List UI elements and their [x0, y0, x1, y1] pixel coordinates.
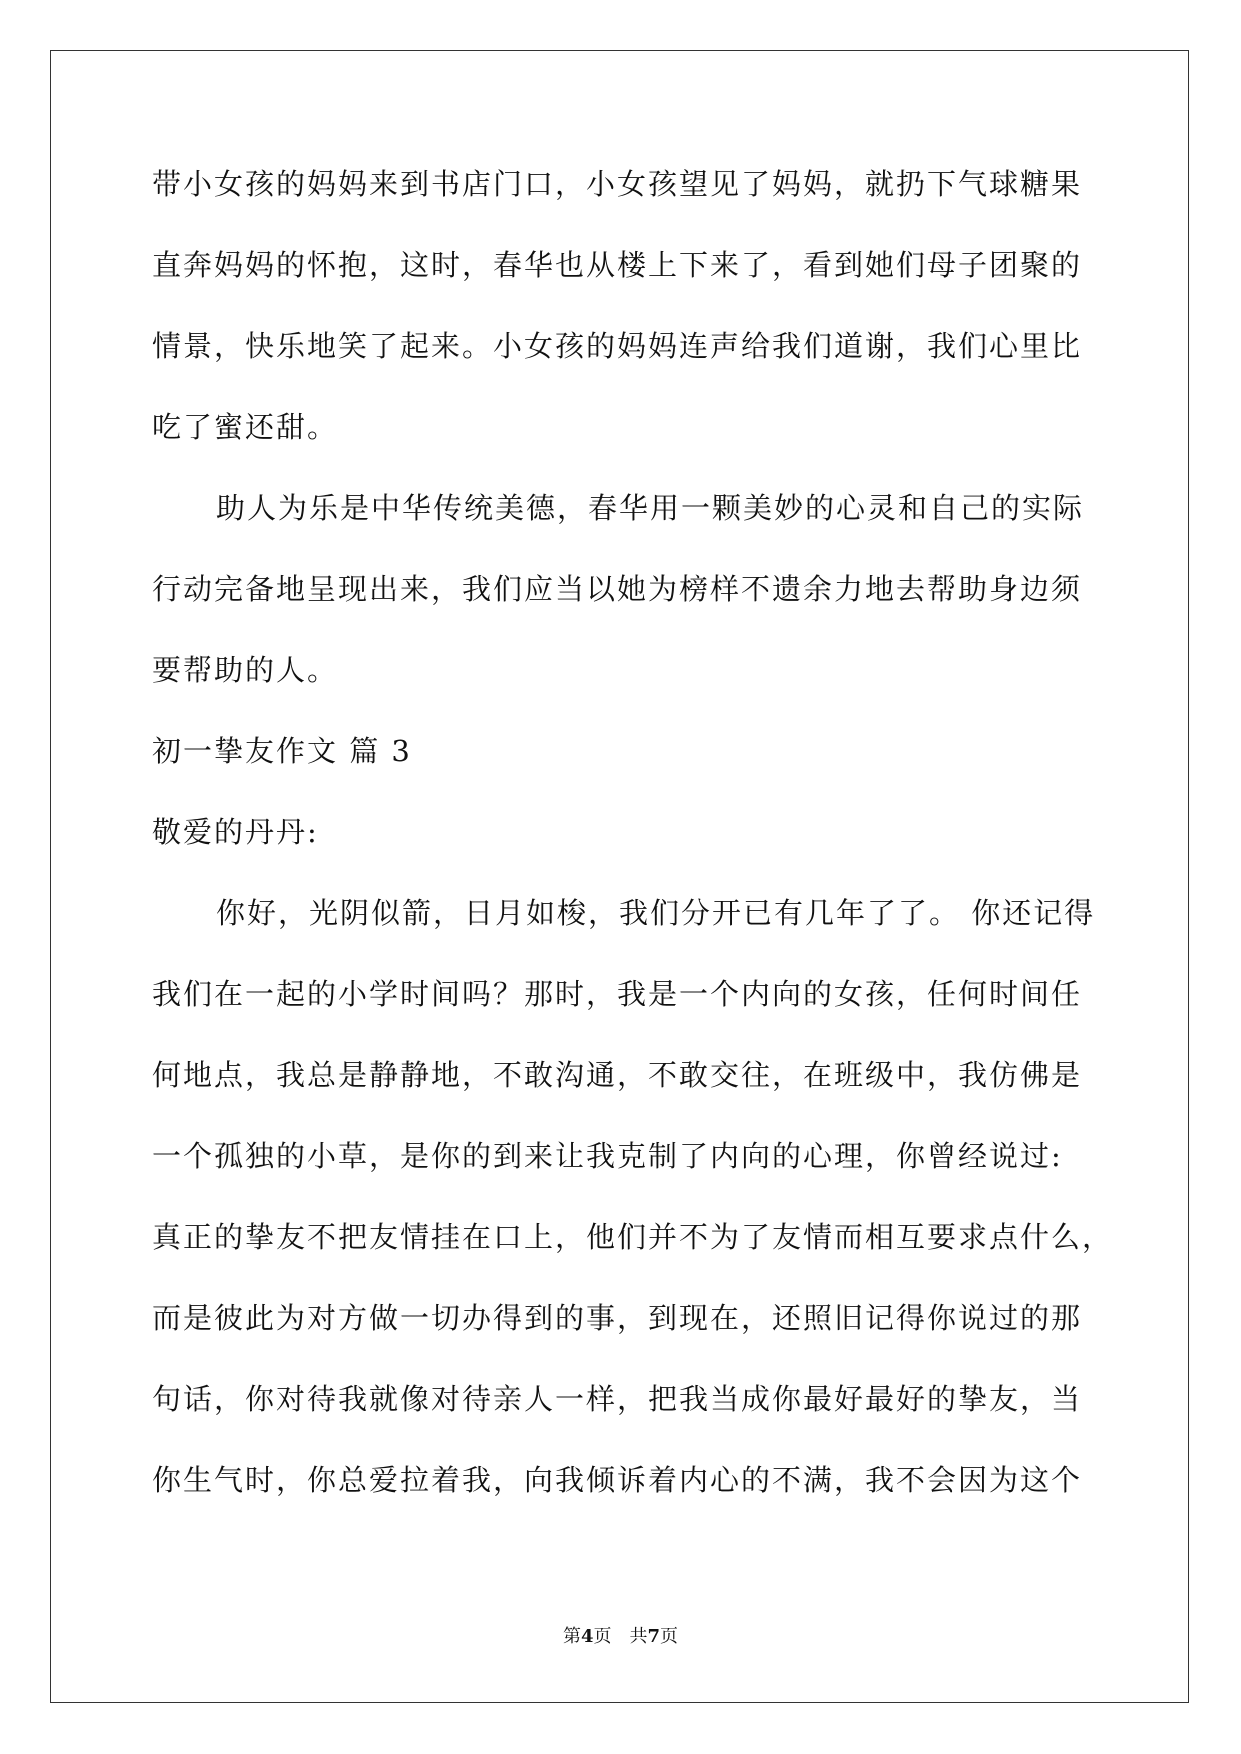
body-line: 而是彼此为对方做一切办得到的事，到现在，还照旧记得你说过的那 — [152, 1301, 1083, 1335]
body-line: 句话，你对待我就像对待亲人一样，把我当成你最好最好的挚友，当 — [152, 1382, 1083, 1416]
page-number: 4 — [580, 1626, 594, 1647]
body-line: 我们在一起的小学时间吗？那时，我是一个内向的女孩，任何时间任 — [152, 977, 1083, 1011]
page-suffix: 页 — [593, 1626, 612, 1647]
page-prefix: 第 — [562, 1626, 581, 1647]
body-line: 吃了蜜还甜。 — [152, 410, 339, 444]
body-line: 你好，光阴似箭，日月如梭，我们分开已有几年了了。 你还记得 — [216, 896, 1096, 930]
body-line: 要帮助的人。 — [152, 653, 339, 687]
total-prefix: 共 — [629, 1626, 648, 1647]
document-body — [152, 166, 1114, 1543]
body-line: 你生气时，你总爱拉着我，向我倾诉着内心的不满，我不会因为这个 — [152, 1463, 1083, 1497]
letter-salutation: 敬爱的丹丹: — [152, 815, 319, 849]
body-line: 行动完备地呈现出来，我们应当以她为榜样不遗余力地去帮助身边须 — [152, 572, 1083, 606]
total-pages: 7 — [647, 1626, 661, 1647]
body-line: 何地点，我总是静静地，不敢沟通，不敢交往，在班级中，我仿佛是 — [152, 1058, 1083, 1092]
section-heading: 初一挚友作文 篇 3 — [152, 734, 412, 768]
body-line: 助人为乐是中华传统美德，春华用一颗美妙的心灵和自己的实际 — [216, 491, 1085, 525]
body-line: 一个孤独的小草，是你的到来让我克制了内向的心理，你曾经说过: — [152, 1139, 1063, 1173]
body-line: 真正的挚友不把友情挂在口上，他们并不为了友情而相互要求点什么， — [152, 1220, 1114, 1254]
body-line: 带小女孩的妈妈来到书店门口，小女孩望见了妈妈，就扔下气球糖果 — [152, 167, 1083, 201]
body-line: 情景，快乐地笑了起来。小女孩的妈妈连声给我们道谢，我们心里比 — [152, 329, 1083, 363]
body-line: 直奔妈妈的怀抱，这时，春华也从楼上下来了，看到她们母子团聚的 — [152, 248, 1083, 282]
page-footer — [0, 1622, 1241, 1648]
total-suffix: 页 — [660, 1626, 679, 1647]
